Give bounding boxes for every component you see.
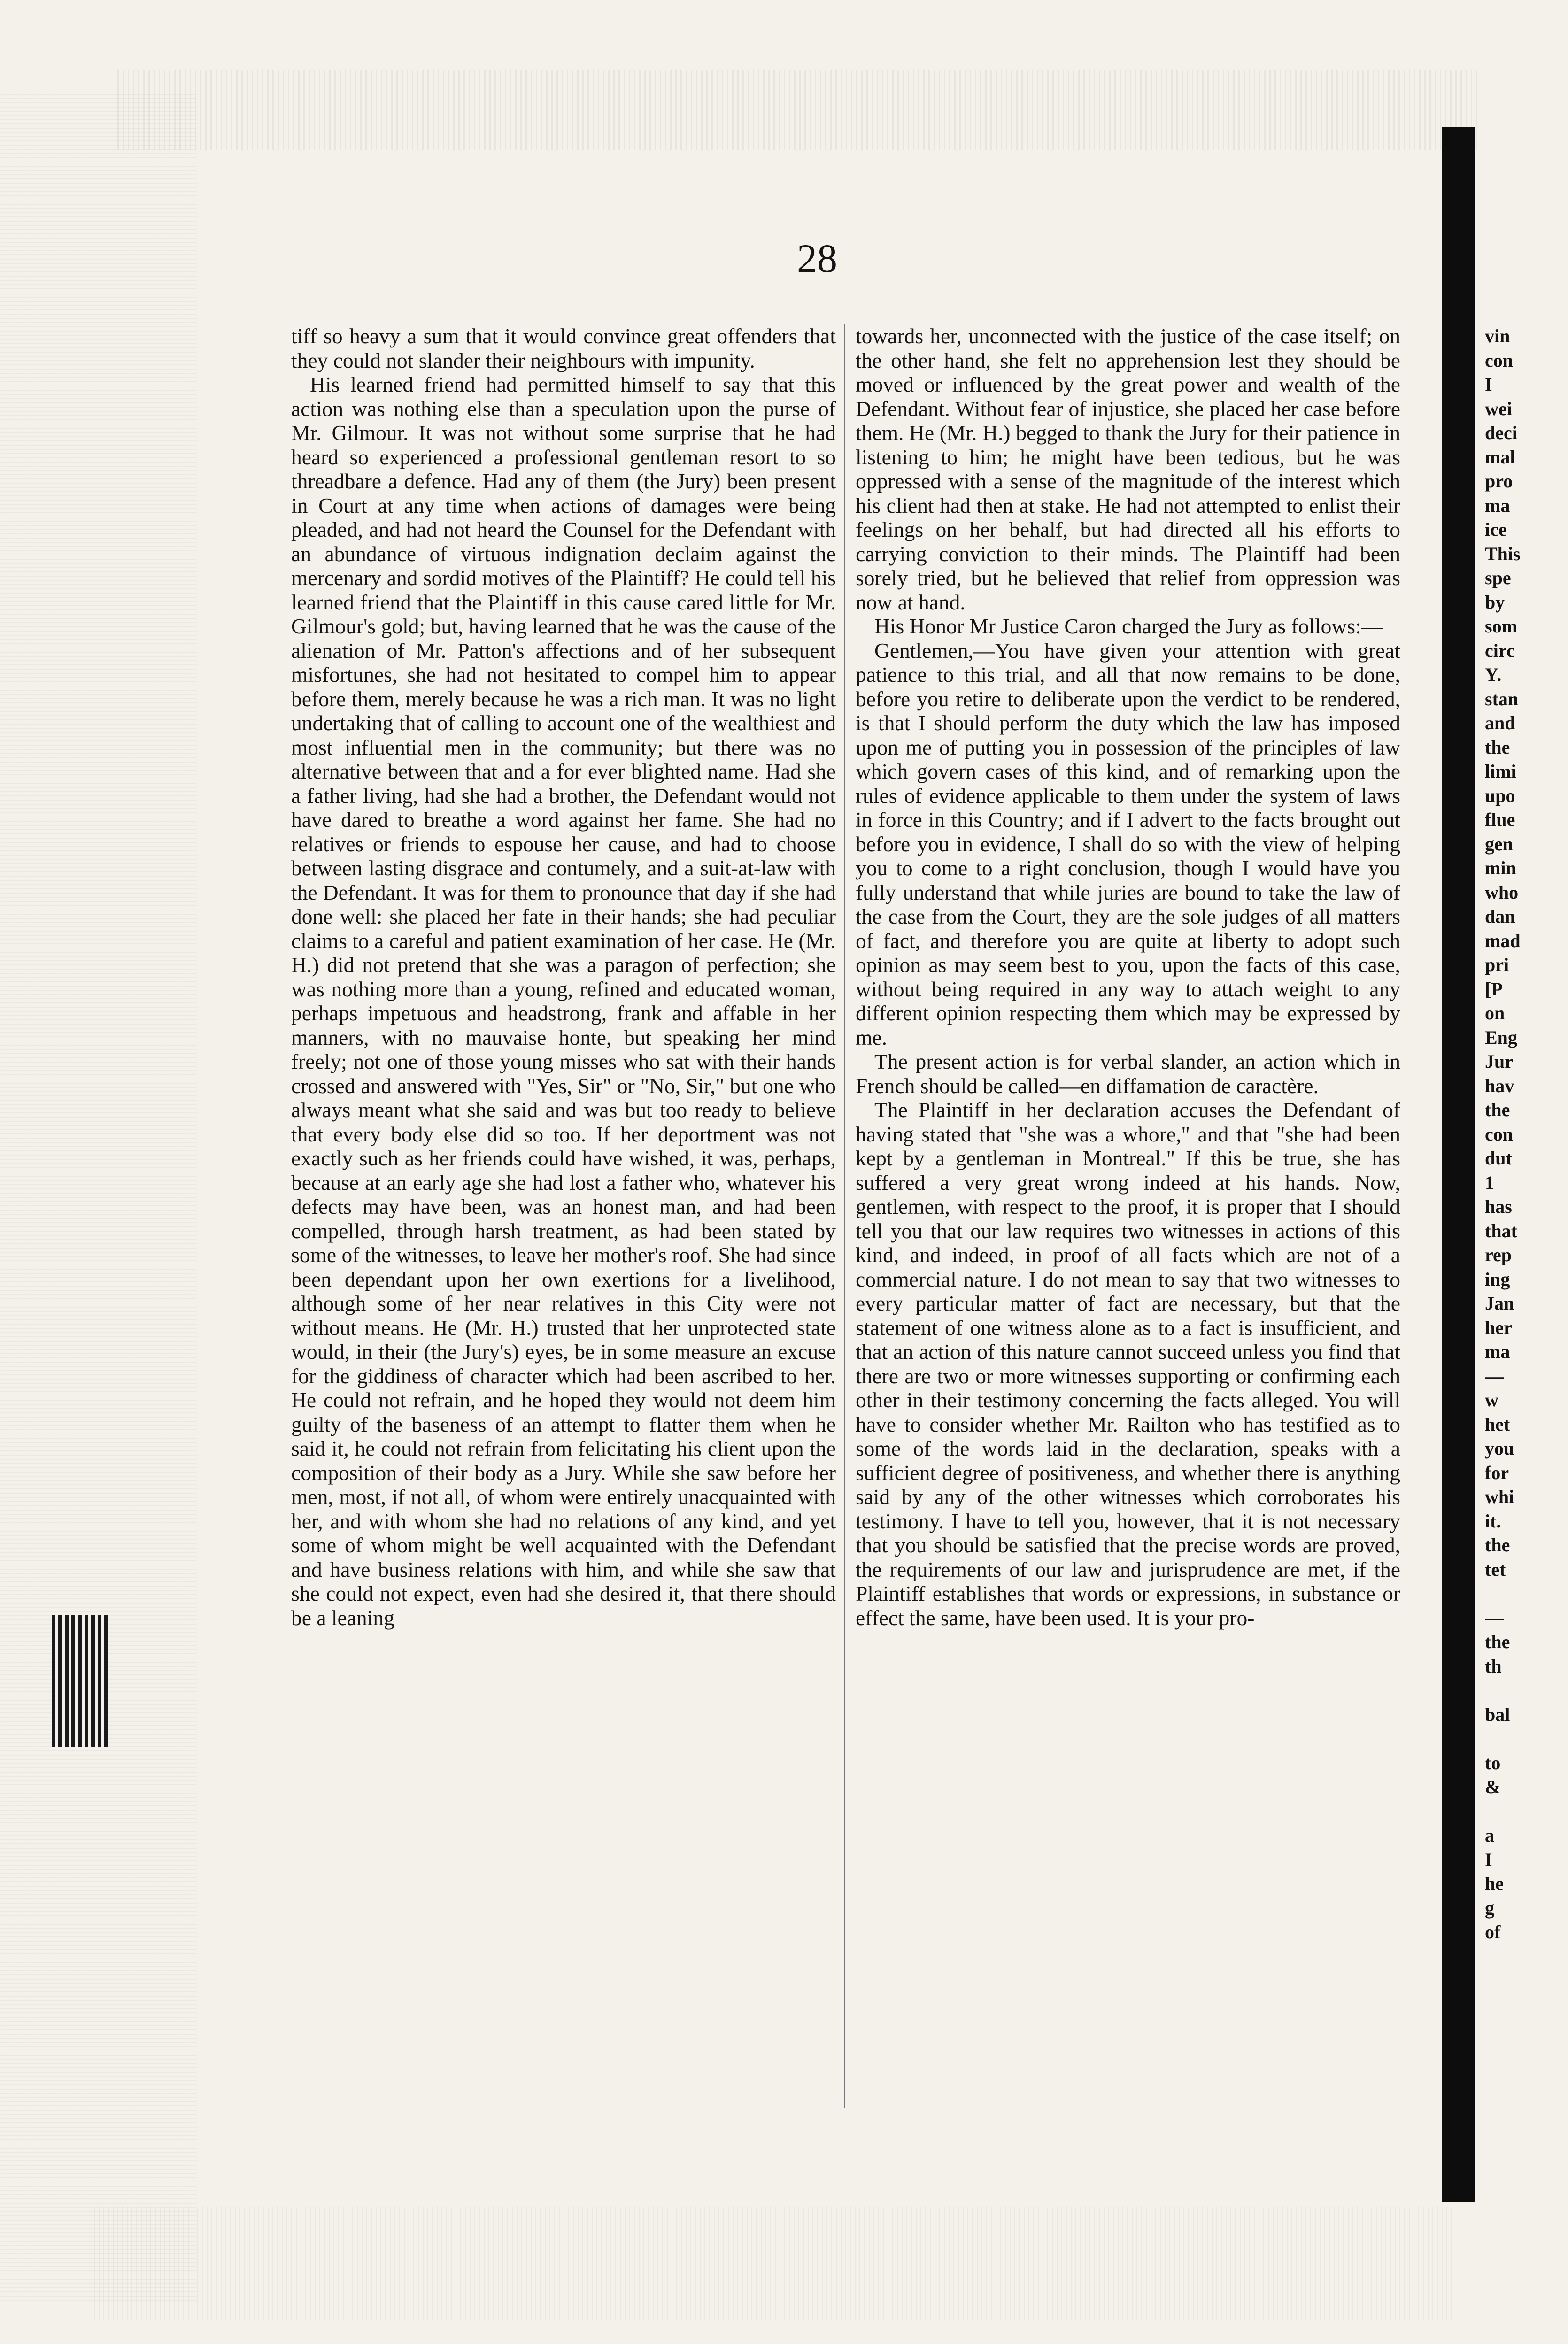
edge-fragment: deci xyxy=(1485,422,1517,443)
edge-fragment: flue xyxy=(1485,809,1515,830)
edge-fragment: con xyxy=(1485,1123,1513,1145)
paragraph: Gentlemen,—You have given your attention with great patience to this trial, and all that now remains to be done, before you retire to deliberate upon the verdict to be rendered, is that I should perform the duty which the law has imposed upon me of putting you in possession of the principles of law which govern cases of this kind, and of remarking upon the rules of evidence applicable to them under the system of laws in force in this Country; and if I advert to the facts brought out before you in evidence, I shall do so with the view of helping you to come to a right conclusion, though I would have you fully understand that while juries are bound to take the law of the case from the Court, they are the sole judges of all matters of fact, and therefore you are quite at liberty to adopt such opinion as may seem best to you, upon the facts of this case, without being required in any way to attach weight to any different opinion respecting them which may be expressed by me. xyxy=(856,638,1400,1049)
edge-fragment: circ xyxy=(1485,640,1515,661)
edge-fragment: hav xyxy=(1485,1075,1514,1096)
edge-fragment: a xyxy=(1485,1825,1494,1846)
edge-fragment: — xyxy=(1485,1607,1504,1628)
edge-fragment: tet xyxy=(1485,1558,1506,1580)
edge-fragment: upo xyxy=(1485,785,1515,806)
edge-fragment: whi xyxy=(1485,1486,1514,1507)
edge-fragment: has xyxy=(1485,1196,1512,1217)
edge-fragment: het xyxy=(1485,1413,1510,1435)
edge-fragment: who xyxy=(1485,881,1519,903)
paragraph: The Plaintiff in her declaration accuses the Defendant of having stated that "she was a whore," and that "she had been kept by a gentleman in Montreal." If this be true, she has suffered a very great wrong indeed at his hands. Now, gentlemen, with respect to the proof, it is proper that I should tell you that our law requires two witnesses in actions of this kind, and indeed, in proof of all facts which are not of a commercial nature. I do not mean to say that two witnesses to every particular matter of fact are necessary, but that the statement of one witness alone as to a fact is insufficient, and that an action of this nature cannot succeed unless you find that there are two or more witnesses supporting or confirming each other in their testimony concerning the facts alleged. You will have to consider whether Mr. Railton who has testified as to some of the words laid in the declaration, speaks with a sufficient degree of positiveness, and whether there is anything said by any of the other witnesses which corroborates his testimony. I have to tell you, however, that it is not necessary that you should be satisfied that the precise words are proved, the requirements of our law and jurisprudence are met, if the Plaintiff establishes that words or expressions, in substance or effect the same, have been used. It is your pro- xyxy=(856,1098,1400,1630)
edge-fragment xyxy=(1485,1581,1546,1606)
edge-fragment: for xyxy=(1485,1462,1509,1483)
edge-fragment: — xyxy=(1485,1365,1504,1387)
paragraph: The present action is for verbal slander, an action which in French should be called—en diffamation de caractère. xyxy=(856,1049,1400,1098)
edge-fragment: he xyxy=(1485,1873,1504,1894)
edge-fragment xyxy=(1485,1678,1546,1703)
column-divider xyxy=(844,324,845,2108)
edge-fragment: the xyxy=(1485,1631,1510,1652)
edge-fragment: bal xyxy=(1485,1704,1510,1725)
paragraph: towards her, unconnected with the justice of the case itself; on the other hand, she felt no apprehension lest they should be moved or influenced by the great power and wealth of the Defendant. Without fear of injustice, she placed her case before them. He (Mr. H.) begged to thank the Jury for their patience in listening to him; he might have been tedious, but he was oppressed with a sense of the magnitude of the interest which his client had then at stake. He had not attempted to enlist their feelings on her behalf, but had directed all his efforts to carrying conviction to their minds. The Plaintiff had been sorely tried, but he believed that relief from oppression was now at hand. xyxy=(856,324,1400,614)
edge-fragment: pro xyxy=(1485,470,1513,492)
edge-fragment: ma xyxy=(1485,494,1510,516)
edge-fragment: wei xyxy=(1485,398,1512,419)
scan-artifact-block xyxy=(52,1615,108,1747)
edge-fragment: the xyxy=(1485,736,1510,758)
edge-fragment: I xyxy=(1485,1849,1492,1870)
edge-fragment: ice xyxy=(1485,519,1507,540)
edge-fragment: you xyxy=(1485,1438,1514,1459)
edge-fragment xyxy=(1485,1727,1546,1751)
edge-fragment: vin xyxy=(1485,325,1510,347)
edge-fragment: rep xyxy=(1485,1244,1512,1265)
edge-fragment: th xyxy=(1485,1655,1502,1677)
paragraph: tiff so heavy a sum that it would convince great offenders that they could not slander their neighbours with impunity. xyxy=(291,324,836,372)
edge-fragment: the xyxy=(1485,1534,1510,1556)
edge-fragment: This xyxy=(1485,543,1521,564)
edge-fragment: dan xyxy=(1485,906,1515,927)
scan-noise-top xyxy=(117,70,1479,150)
edge-fragment: pri xyxy=(1485,954,1509,975)
edge-fragment: min xyxy=(1485,857,1516,879)
edge-fragment: som xyxy=(1485,616,1517,637)
edge-fragment: stan xyxy=(1485,688,1519,709)
edge-fragment: 1 xyxy=(1485,1172,1494,1193)
edge-fragment: I xyxy=(1485,374,1492,395)
edge-fragment: [P xyxy=(1485,978,1503,1000)
edge-fragment: w xyxy=(1485,1389,1498,1411)
edge-fragment: limi xyxy=(1485,761,1516,782)
edge-fragment: ma xyxy=(1485,1341,1510,1362)
page-number: 28 xyxy=(797,236,837,281)
edge-fragment: spe xyxy=(1485,567,1511,588)
edge-fragment: that xyxy=(1485,1220,1517,1241)
binding-gutter xyxy=(1442,127,1475,2202)
right-column xyxy=(856,324,1400,1630)
edge-fragment: Eng xyxy=(1485,1026,1517,1048)
edge-fragment: Y. xyxy=(1485,664,1502,685)
edge-fragment: mad xyxy=(1485,930,1521,951)
edge-fragment: Jan xyxy=(1485,1293,1514,1314)
paragraph: His Honor Mr Justice Caron charged the Jury as follows:— xyxy=(874,614,1383,638)
edge-fragment: it. xyxy=(1485,1510,1501,1532)
edge-fragment: dut xyxy=(1485,1148,1512,1169)
edge-fragment: to xyxy=(1485,1752,1501,1773)
edge-fragment: g xyxy=(1485,1897,1494,1919)
edge-fragment: ing xyxy=(1485,1268,1510,1290)
paragraph: His learned friend had permitted himself to say that this action was nothing else than a speculation upon the purse of Mr. Gilmour. It was not without some surprise that he had heard so experienced a professional gentleman resort to so threadbare a defence. Had any of them (the Jury) been present in Court at any time when actions of damages were being pleaded, and had not heard the Counsel for the Defendant with an abundance of virtuous indignation declaim against the mercenary and sordid motives of the Plaintiff? He could tell his learned friend that the Plaintiff in this cause cared little for Mr. Gilmour's gold; but, having learned that he was the cause of the alienation of Mr. Patton's affections and of her subsequent misfortunes, she had not hesitated to compel him to appear before them, merely because he was a rich man. It was no light undertaking that of calling to account one of the wealthiest and most influential men in the community; but there was no alternative between that and a for ever blighted name. Had she a father living, had she had a brother, the Defendant would not have dared to breathe a word against her fame. She had no relatives or friends to espouse her cause, and had to choose between lasting disgrace and contumely, and a suit-at-law with the Defendant. It was for them to pronounce that day if she had done well: she placed her fate in their hands; she had peculiar claims to a careful and patient examination of her case. He (Mr. H.) did not pretend that she was a paragon of perfection; she was nothing more than a young, refined and educated woman, perhaps impetuous and headstrong, frank and affable in her manners, with no mauvaise honte, but speaking her mind freely; not one of those young misses who sat with their hands crossed and answered with "Yes, Sir" or "No, Sir," but one who always meant what she said and was but too ready to believe that every body else did so too. If her deportment was not exactly such as her friends could have wished, it was, perhaps, because at an early age she had lost a father who, whatever his defects may have been, was an honest man, and had been compelled, through harsh treatment, as had been stated by some of the witnesses, to leave her mother's roof. She had since been dependant upon her own exertions for a livelihood, although some of her near relatives in this City were not without means. He (Mr. H.) trusted that her unprotected state would, in their (the Jury's) eyes, be in some measure an excuse for the giddiness of character which had been ascribed to her. He could not refrain, and he hoped they would not deem him guilty of the baseness of an attempt to flatter them when he said it, he could not refrain from felicitating his client upon the composition of their body as a Jury. While she saw before her men, most, if not all, of whom were entirely unacquainted with her, and with whom she had no relations of any kind, and yet some of whom might be well acquainted with the Defendant and have business relations with him, and while she saw that she could not expect, even had she desired it, that there should be a leaning xyxy=(291,372,836,1630)
edge-fragment: on xyxy=(1485,1002,1505,1024)
edge-fragment: con xyxy=(1485,349,1513,371)
edge-fragment: mal xyxy=(1485,446,1515,468)
edge-fragment: her xyxy=(1485,1317,1512,1338)
left-column xyxy=(291,324,836,1630)
scan-noise-bottom xyxy=(94,2207,1456,2320)
edge-fragment: and xyxy=(1485,712,1515,733)
edge-fragment xyxy=(1485,1799,1546,1824)
edge-fragment: gen xyxy=(1485,833,1513,855)
edge-fragment: by xyxy=(1485,591,1505,613)
next-page-edge-text xyxy=(1485,324,1546,1944)
edge-fragment: the xyxy=(1485,1099,1510,1120)
edge-fragment: & xyxy=(1485,1776,1501,1797)
edge-fragment: of xyxy=(1485,1921,1501,1943)
edge-fragment: Jur xyxy=(1485,1051,1513,1072)
scan-noise-left xyxy=(0,94,197,2301)
